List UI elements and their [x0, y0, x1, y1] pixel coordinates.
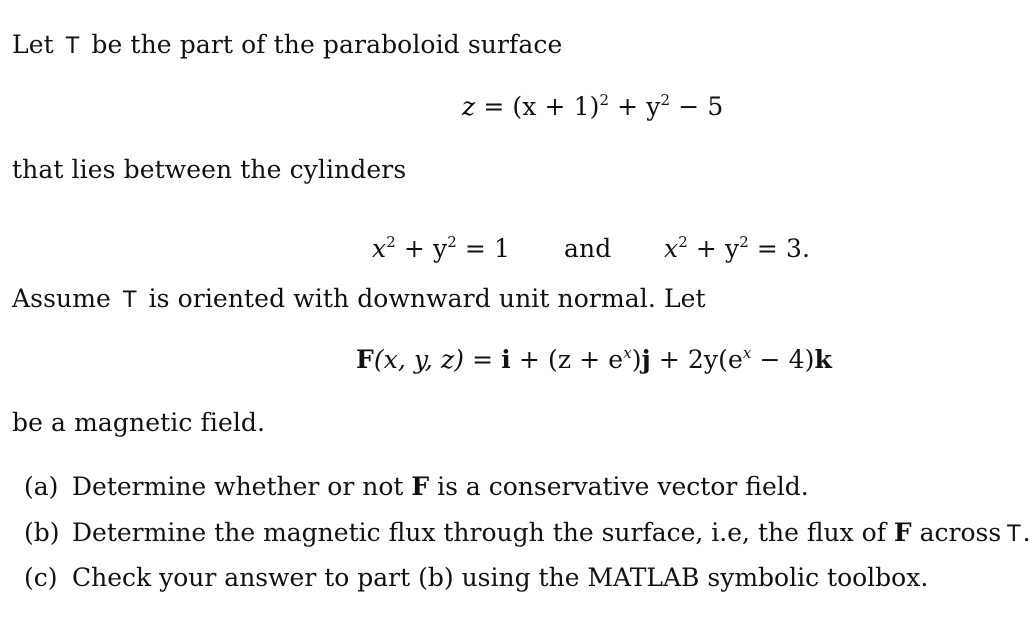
eq-z: z [462, 92, 476, 121]
eq-rhs-a: = (x + 1) [483, 92, 600, 121]
cylinders-connector: and [564, 234, 612, 263]
paraboloid-equation [462, 92, 723, 122]
assume-line [12, 284, 706, 316]
surface-symbol-3: T [1007, 522, 1021, 547]
part-a-text-b: is a conservative vector field. [429, 472, 809, 501]
cyl2-plus-y: + y [687, 234, 740, 263]
part-a-label: (a) [24, 472, 59, 501]
field-equation [356, 345, 832, 375]
cyl1-plus-y: + y [395, 234, 448, 263]
part-c-label: (c) [24, 563, 58, 592]
intro-text-rest: be the part of the paraboloid surface [91, 30, 563, 59]
field-j: j [641, 345, 651, 374]
field-exp-x1: x [623, 344, 632, 362]
field-k: k [814, 345, 832, 374]
field-mid2: ) [631, 345, 642, 374]
cyl1-exp1: 2 [386, 233, 396, 251]
assume-text-a: Assume [12, 284, 111, 313]
field-exp-x2: x [742, 344, 752, 362]
surface-symbol-2: T [122, 288, 137, 313]
intro-line [12, 30, 562, 62]
part-a-bold-F: F [411, 472, 430, 501]
cyl1-x: x [372, 234, 387, 263]
magnetic-text: be a magnetic field. [12, 408, 266, 437]
cyl1-eq: = 1 [456, 234, 511, 263]
cyl2-x: x [664, 234, 679, 263]
field-mid1: + (z + e [510, 345, 624, 374]
field-F: F [356, 345, 374, 374]
eq-exp2: 2 [660, 91, 671, 109]
eq-rhs-c: − 5 [670, 92, 724, 121]
part-b-text-b: across [911, 518, 1002, 547]
part-c-text-a: Check your answer to part (b) using the MATLAB symbolic toolbox. [72, 563, 929, 592]
intro-text-let: Let [12, 30, 54, 59]
cyl2-eq: = 3. [748, 234, 811, 263]
cyl2-exp2: 2 [739, 233, 749, 251]
cylinders-equation-2 [664, 234, 810, 264]
cyl1-exp2: 2 [447, 233, 457, 251]
part-b-text-a: Determine the magnetic flux through the surface, i.e, the flux of [72, 518, 894, 547]
cyl2-exp1: 2 [678, 233, 688, 251]
between-text: that lies between the cylinders [12, 155, 407, 184]
part-b-text-c: . [1022, 518, 1031, 547]
field-args: (x, y, z) = [373, 345, 502, 374]
eq-exp1: 2 [599, 91, 610, 109]
assume-text-b: is oriented with downward unit normal. Let [148, 284, 706, 313]
part-b [24, 518, 1031, 550]
eq-rhs-b: + y [609, 92, 661, 121]
part-a [24, 472, 809, 502]
field-mid3: + 2y(e [650, 345, 743, 374]
part-a-text-a: Determine whether or not [72, 472, 412, 501]
field-i: i [501, 345, 511, 374]
part-c [24, 563, 928, 593]
field-mid4: − 4) [751, 345, 815, 374]
part-b-label: (b) [24, 518, 60, 547]
surface-symbol: T [65, 34, 80, 59]
part-b-bold-F: F [893, 518, 912, 547]
cylinders-equation [372, 234, 510, 264]
